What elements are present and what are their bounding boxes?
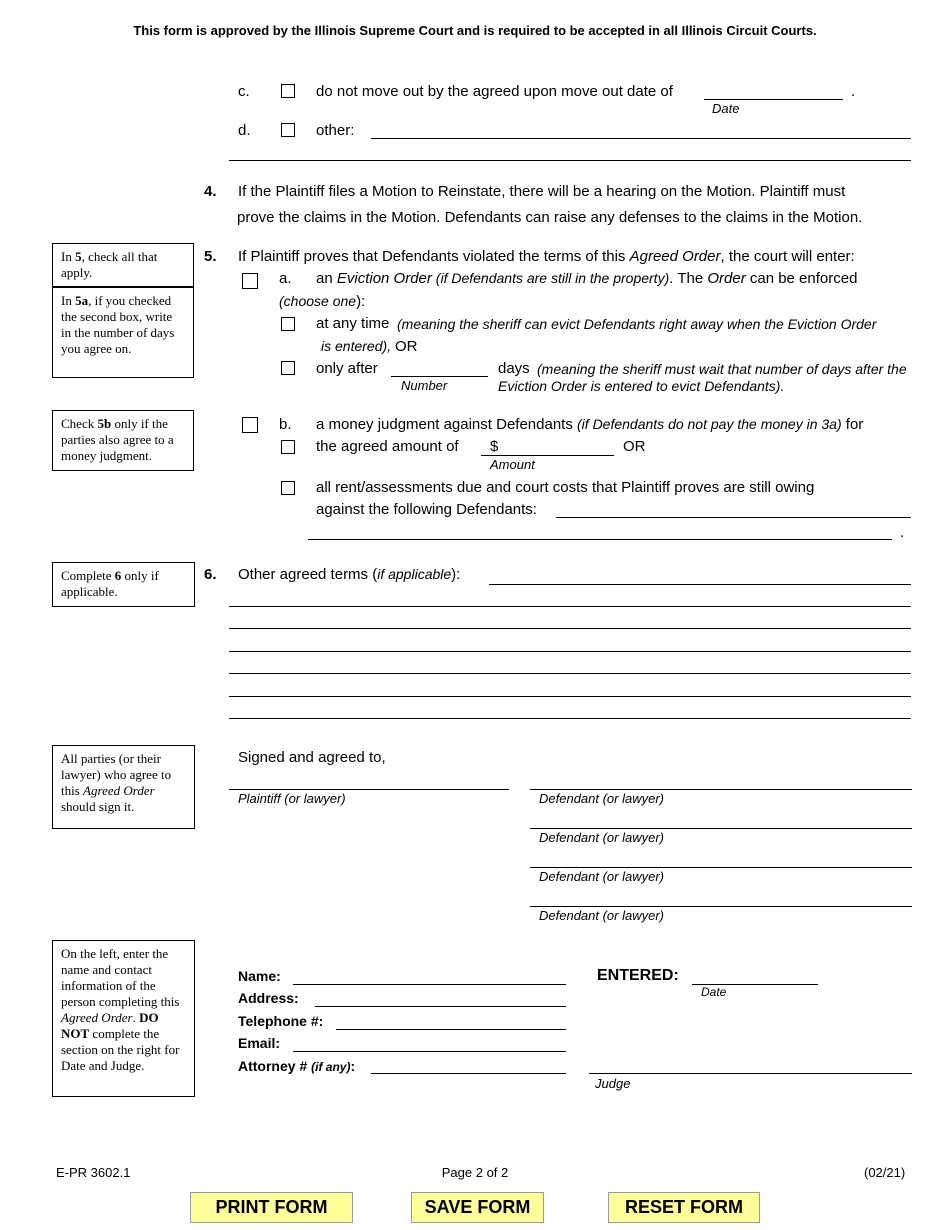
anytime-note2: is entered), OR	[321, 338, 418, 355]
rent-period: .	[900, 524, 905, 541]
agreed-amount-label: the agreed amount of	[316, 438, 459, 455]
defendant-label: Defendant (or lawyer)	[539, 791, 664, 806]
item-c-text: do not move out by the agreed upon move out date of	[316, 83, 673, 100]
item-c-period: .	[851, 83, 856, 100]
other-terms-line[interactable]	[229, 606, 911, 607]
item-c-checkbox[interactable]	[281, 84, 295, 98]
amount-label: Amount	[490, 457, 535, 472]
anytime-label: at any time	[316, 315, 390, 332]
plaintiff-label: Plaintiff (or lawyer)	[238, 791, 346, 806]
address-field[interactable]	[315, 1006, 566, 1007]
rent-line2: against the following Defendants:	[316, 501, 537, 518]
defendant-signature-field[interactable]	[530, 906, 912, 907]
name-field[interactable]	[293, 984, 566, 985]
telephone-label: Telephone #:	[238, 1013, 324, 1029]
other-field[interactable]	[371, 138, 911, 139]
number-label: Number	[401, 378, 448, 393]
other-terms-line[interactable]	[229, 673, 911, 674]
days-note1: (meaning the sheriff must wait that number of days after the	[537, 361, 907, 377]
defendant-label: Defendant (or lawyer)	[539, 830, 664, 845]
judge-label: Judge	[595, 1076, 631, 1091]
only-after-checkbox[interactable]	[281, 361, 295, 375]
dollar-sign: $	[490, 438, 499, 455]
item6-text: Other agreed terms (if applicable):	[238, 566, 461, 583]
item-d-checkbox[interactable]	[281, 123, 295, 137]
move-out-date-field[interactable]	[704, 99, 843, 100]
revision-date: (02/21)	[864, 1165, 906, 1180]
item5-number: 5.	[204, 248, 217, 265]
item4-line2: prove the claims in the Motion. Defendants can raise any defenses to the claims in the Motion.	[237, 209, 863, 226]
days-label: days	[498, 360, 530, 377]
approval-header: This form is approved by the Illinois Supreme Court and is required to be accepted in all Illinois Circuit Courts.	[133, 23, 817, 38]
item-5b-text: a money judgment against Defendants (if Defendants do not pay the money in 3a) for	[316, 416, 864, 433]
defendant-signature-field[interactable]	[530, 867, 912, 868]
days-note2: Eviction Order is entered to evict Defendants).	[498, 378, 785, 394]
rent-checkbox[interactable]	[281, 481, 295, 495]
defendant-label: Defendant (or lawyer)	[539, 869, 664, 884]
defendants-field[interactable]	[556, 517, 911, 518]
amount-or: OR	[623, 438, 646, 455]
judge-field	[589, 1073, 912, 1074]
defendant-signature-field[interactable]	[530, 828, 912, 829]
entered-label: ENTERED:	[597, 967, 679, 984]
item4-number: 4.	[204, 183, 217, 200]
signed-heading: Signed and agreed to,	[238, 749, 386, 766]
plaintiff-signature-field[interactable]	[229, 789, 509, 790]
page-number: Page 2 of 2	[441, 1165, 509, 1180]
number-of-days-field[interactable]	[391, 376, 488, 377]
name-label: Name:	[238, 968, 281, 984]
telephone-field[interactable]	[336, 1029, 566, 1030]
note-6: Complete 6 only if applicable.	[52, 562, 195, 607]
save-form-button[interactable]: SAVE FORM	[411, 1192, 544, 1223]
item-5b-letter: b.	[279, 416, 292, 433]
note-5b: Check 5b only if the parties also agree to a money judgment.	[52, 410, 194, 471]
form-id: E-PR 3602.1	[56, 1165, 131, 1180]
other-terms-line[interactable]	[229, 718, 911, 719]
rent-line1: all rent/assessments due and court costs that Plaintiff proves are still owing	[316, 479, 815, 496]
anytime-checkbox[interactable]	[281, 317, 295, 331]
choose-one: (choose one):	[279, 293, 366, 310]
attorney-field[interactable]	[371, 1073, 566, 1074]
note-sign: All parties (or their lawyer) who agree to this Agreed Order should sign it.	[52, 745, 195, 829]
reset-form-button[interactable]: RESET FORM	[608, 1192, 760, 1223]
entered-date-label: Date	[701, 985, 727, 999]
item-5a-checkbox[interactable]	[242, 273, 258, 289]
item-c-letter: c.	[238, 83, 250, 100]
other-terms-field[interactable]	[489, 584, 911, 585]
attorney-label: Attorney # (if any):	[238, 1058, 356, 1074]
other-terms-line[interactable]	[229, 696, 911, 697]
defendants-field-line2[interactable]	[308, 539, 892, 540]
other-terms-line[interactable]	[229, 628, 911, 629]
address-label: Address:	[238, 990, 299, 1006]
item5-intro: If Plaintiff proves that Defendants violated the terms of this Agreed Order, the court will enter:	[238, 248, 855, 265]
item-d-letter: d.	[238, 122, 251, 139]
defendant-signature-field[interactable]	[530, 789, 912, 790]
note-5a-days: In 5a, if you checked the second box, write in the number of days you agree on.	[52, 287, 194, 378]
agreed-amount-checkbox[interactable]	[281, 440, 295, 454]
amount-field[interactable]	[481, 455, 614, 456]
item6-number: 6.	[204, 566, 217, 583]
print-form-button[interactable]: PRINT FORM	[190, 1192, 353, 1223]
only-after-label: only after	[316, 360, 378, 377]
email-field[interactable]	[293, 1051, 566, 1052]
date-label: Date	[712, 101, 740, 116]
item-5a-text: an Eviction Order (if Defendants are still in the property). The Order can be enforced	[316, 270, 858, 287]
note-contact: On the left, enter the name and contact information of the person completing this Agreed Order. DO NOT complete the section on the right for Date and Judge.	[52, 940, 195, 1097]
other-terms-line[interactable]	[229, 651, 911, 652]
item4-line1: If the Plaintiff files a Motion to Reinstate, there will be a hearing on the Motion. Plaintiff must	[238, 183, 846, 200]
item-5a-letter: a.	[279, 270, 292, 287]
item-5b-checkbox[interactable]	[242, 417, 258, 433]
other-field-line2[interactable]	[229, 160, 911, 161]
note-5-check-all: In 5, check all that apply.	[52, 243, 194, 287]
item-d-text: other:	[316, 122, 355, 139]
email-label: Email:	[238, 1035, 281, 1051]
defendant-label: Defendant (or lawyer)	[539, 908, 664, 923]
anytime-note: (meaning the sheriff can evict Defendants right away when the Eviction Order	[397, 316, 877, 332]
